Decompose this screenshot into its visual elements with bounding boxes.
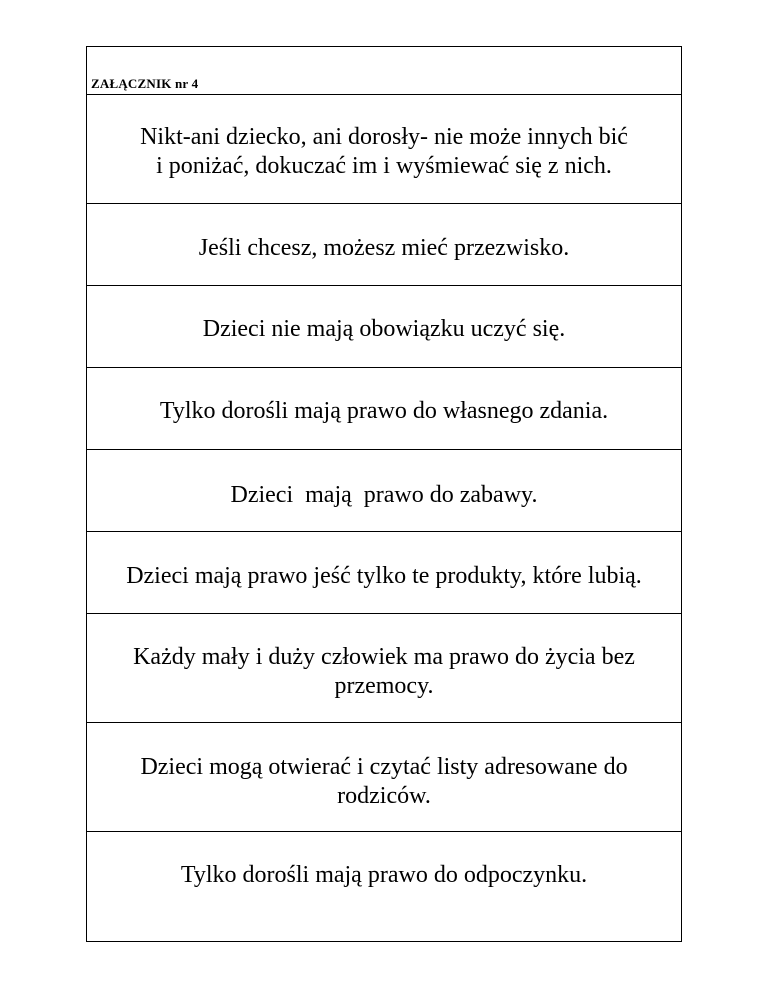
statement-text: Nikt-ani dziecko, ani dorosły- nie może innych bić i poniżać, dokuczać im i wyśmiewać się z nich. xyxy=(140,124,628,179)
attachment-title: ZAŁĄCZNIK nr 4 xyxy=(91,76,199,91)
statement-row xyxy=(87,204,681,286)
statement-row xyxy=(87,723,681,832)
statement-text: Tylko dorośli mają prawo do własnego zdania. xyxy=(159,398,609,424)
statement-row xyxy=(87,832,681,941)
attachment-table xyxy=(86,46,682,942)
statement-text: Każdy mały i duży człowiek ma prawo do życia bez przemocy. xyxy=(133,644,635,699)
statement-row xyxy=(87,532,681,614)
statement-row xyxy=(87,450,681,532)
statement-row xyxy=(87,368,681,450)
statement-text: Dzieci mają prawo jeść tylko te produkty, które lubią. xyxy=(126,563,642,589)
statement-row xyxy=(87,614,681,723)
statement-text: Dzieci mogą otwierać i czytać listy adresowane do rodziców. xyxy=(140,754,628,809)
statement-text: Dzieci nie mają obowiązku uczyć się. xyxy=(202,316,566,342)
statement-text: Tylko dorośli mają prawo do odpoczynku. xyxy=(180,862,588,888)
header-row xyxy=(87,47,681,95)
statement-text: Dzieci mają prawo do zabawy. xyxy=(230,482,538,508)
statement-row xyxy=(87,95,681,204)
statement-row xyxy=(87,286,681,368)
statement-text: Jeśli chcesz, możesz mieć przezwisko. xyxy=(198,235,570,261)
